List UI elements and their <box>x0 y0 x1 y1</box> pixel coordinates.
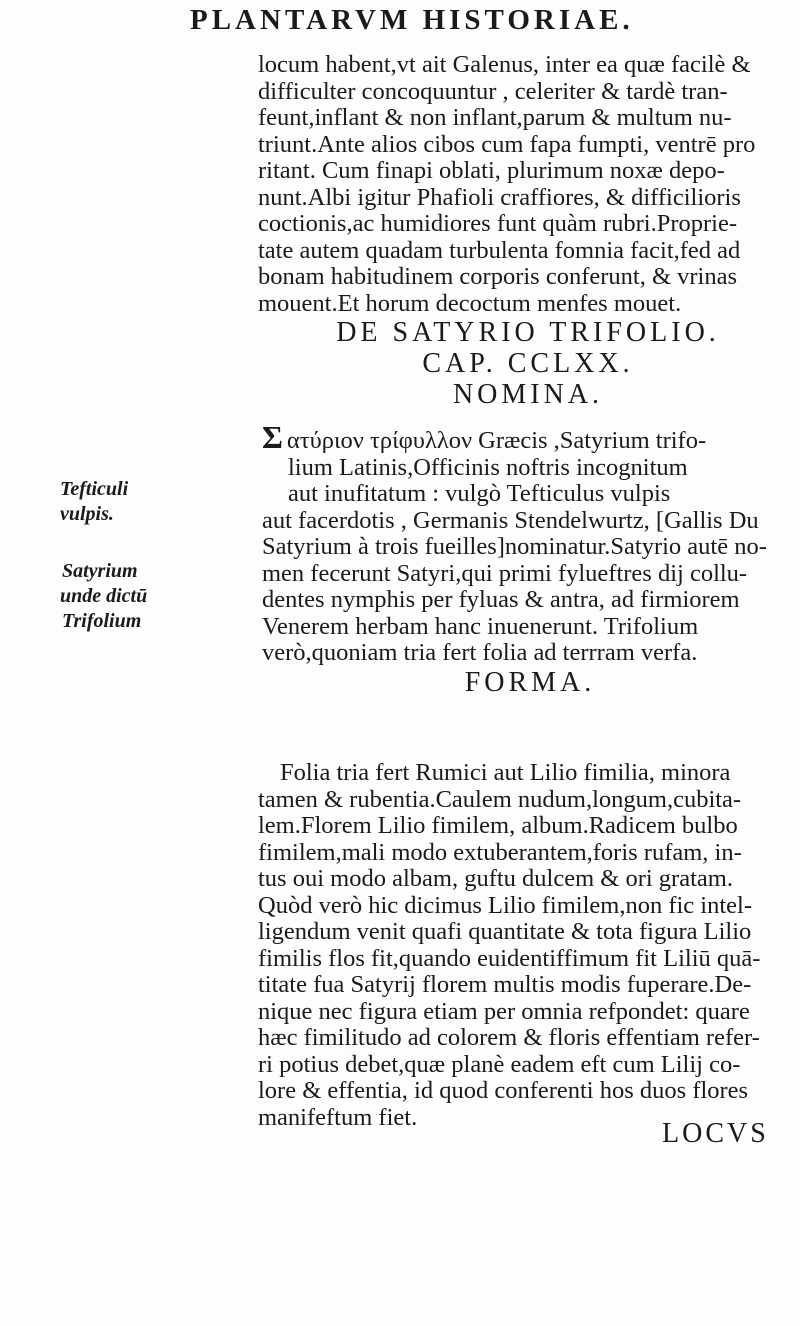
text-line: hæc fimilitudo ad colorem & floris effentiam refer- <box>258 1024 760 1051</box>
margin-note-unde-dictu: unde dictū <box>60 585 148 607</box>
text-line <box>262 419 798 455</box>
running-head: PLANTARVM HISTORIAE. <box>190 4 634 36</box>
text-line: aut inufitatum : vulgò Tefticulus vulpis <box>288 480 671 507</box>
nomina-paragraph <box>262 419 798 698</box>
margin-note-vulpis: vulpis. <box>60 503 114 525</box>
text-line: titate fua Satyrij florem multis modis fuperare.De- <box>258 971 752 998</box>
text-line: triunt.Ante alios cibos cum fapa fumpti, ventrē pro <box>258 130 756 158</box>
text-line: manifeftum fiet. <box>258 1103 418 1131</box>
text-line: fimilem,mali modo extuberantem,foris rufam, in- <box>258 838 742 866</box>
text-line: nique nec figura etiam per omnia refpondet: quare <box>258 997 750 1025</box>
text-line: ritant. Cum finapi oblati, plurimum noxæ depo- <box>258 157 725 184</box>
text-line: tamen & rubentia.Caulem nudum,longum,cubita- <box>258 785 742 813</box>
text-line: lem.Florem Lilio fimilem, album.Radicem bulbo <box>258 812 738 839</box>
text-line: tate autem quadam turbulenta fomnia facit,fed ad <box>258 236 741 264</box>
forma-paragraph <box>258 760 798 1131</box>
text-line: dentes nymphis per fyluas & antra, ad firmiorem <box>262 586 740 613</box>
nomina-heading: NOMINA. <box>452 379 604 410</box>
text-line: Satyrium à trois fueilles]nominatur.Satyrio autē no- <box>262 533 767 560</box>
text-line: lore & effentia, id quod conferenti hos duos flores <box>258 1077 749 1104</box>
forma-heading: FORMA. <box>464 666 596 698</box>
margin-note-satyrium: Satyrium <box>62 560 138 582</box>
text-line: coctionis,ac humidiores funt quàm rubri.Proprie- <box>258 210 737 237</box>
text-line: mouent.Et horum decoctum menfes mouet. <box>258 289 682 317</box>
chapter-number: CAP. CCLXX. <box>422 348 634 379</box>
text-line: locum habent,vt ait Galenus, inter ea quæ facilè & <box>258 51 751 78</box>
text-line: ri potius debet,quæ planè eadem eft cum Lilij co- <box>258 1050 741 1078</box>
margin-note-trifolium: Trifolium <box>62 610 142 632</box>
text-line: fimilis flos fit,quando euidentiffimum fit Liliū quā- <box>258 944 761 972</box>
text-line: ligendum venit quafi quantitate & tota figura Lilio <box>258 918 752 945</box>
text-line: Venerem herbam hanc inuenerunt. Trifolium <box>262 612 699 640</box>
text-line: aut facerdotis , Germanis Stendelwurtz, [Gallis Du <box>262 506 759 534</box>
intro-paragraph <box>258 52 798 410</box>
text-line: Quòd verò hic dicimus Lilio fimilem,non fic intel- <box>258 891 752 919</box>
margin-note-testiculi: Tefticuli <box>60 478 129 500</box>
text-line: nunt.Albi igitur Phafioli craffiores, & difficilioris <box>258 183 741 211</box>
catchword: LOCVS <box>662 1118 769 1149</box>
text-line: feunt,inflant & non inflant,parum & multum nu- <box>258 104 732 131</box>
section-title: DE SATYRIO TRIFOLIO. <box>336 317 720 348</box>
nomina-line-text: ατύριον τρίφυλλον Græcis ,Satyrium trifo- <box>286 427 707 454</box>
drop-capital: Σ <box>262 419 283 455</box>
text-line: tus oui modo albam, guftu dulcem & ori gratam. <box>258 865 733 892</box>
text-line: bonam habitudinem corporis conferunt, & vrinas <box>258 263 737 290</box>
text-line: verò,quoniam tria fert folia ad terrram verfa. <box>262 639 698 666</box>
text-line: men fecerunt Satyri,qui primi fylueftres dij collu- <box>262 559 748 587</box>
text-line: lium Latinis,Officinis noftris incognitum <box>288 453 688 481</box>
text-line: difficulter concoquuntur , celeriter & tardè tran- <box>258 77 728 105</box>
text-line: Folia tria fert Rumici aut Lilio fimilia, minora <box>280 759 731 786</box>
